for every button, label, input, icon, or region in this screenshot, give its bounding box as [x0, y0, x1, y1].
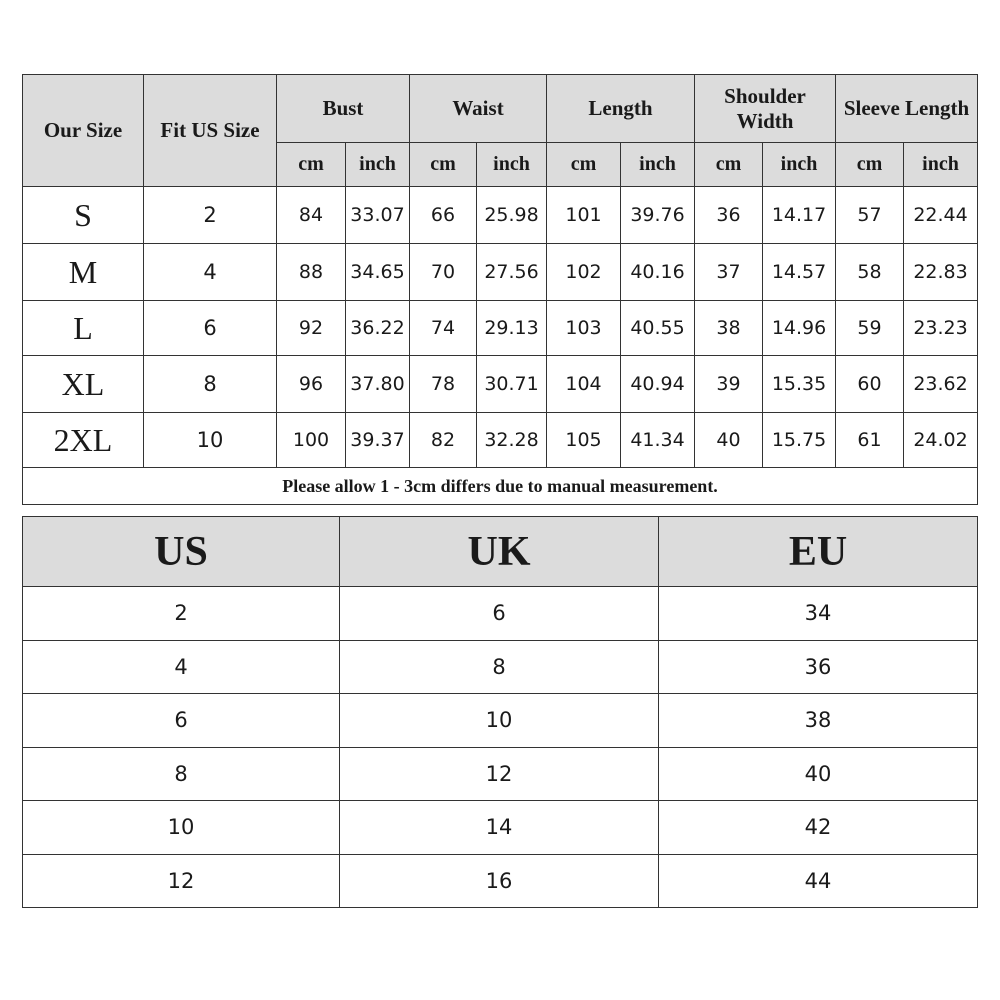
table-row	[23, 187, 978, 244]
measurement-value: 104	[547, 356, 621, 413]
us-size-value: 4	[23, 640, 340, 694]
us-size-value: 10	[144, 413, 277, 468]
size-chart-table	[22, 74, 978, 505]
header-sleeve-length: Sleeve Length	[836, 75, 978, 143]
header-bust: Bust	[277, 75, 410, 143]
measurement-value: 39.76	[621, 187, 695, 244]
measurement-value: 34.65	[346, 244, 410, 301]
measurement-value: 60	[836, 356, 904, 413]
unit-header: cm	[836, 143, 904, 187]
measurement-value: 29.13	[477, 301, 547, 356]
measurement-value: 15.35	[763, 356, 836, 413]
size-label: 2XL	[23, 413, 144, 468]
measurement-value: 14.96	[763, 301, 836, 356]
measurement-value: 88	[277, 244, 346, 301]
us-size-value: 2	[23, 587, 340, 641]
measurement-value: 39	[695, 356, 763, 413]
table-row	[23, 244, 978, 301]
unit-header: cm	[695, 143, 763, 187]
table-row	[23, 747, 978, 801]
measurement-value: 40.16	[621, 244, 695, 301]
measurement-value: 100	[277, 413, 346, 468]
measurement-value: 40.55	[621, 301, 695, 356]
eu-size-value: 44	[659, 854, 978, 908]
header-length: Length	[547, 75, 695, 143]
unit-header: inch	[904, 143, 978, 187]
header-our-size: Our Size	[23, 75, 144, 187]
measurement-value: 103	[547, 301, 621, 356]
measurement-value: 38	[695, 301, 763, 356]
us-size-value: 6	[144, 301, 277, 356]
header-waist: Waist	[410, 75, 547, 143]
measurement-value: 59	[836, 301, 904, 356]
size-label: M	[23, 244, 144, 301]
measurement-value: 27.56	[477, 244, 547, 301]
measurement-value: 57	[836, 187, 904, 244]
size-label: XL	[23, 356, 144, 413]
measurement-value: 66	[410, 187, 477, 244]
measurement-value: 22.83	[904, 244, 978, 301]
header-eu: EU	[659, 517, 978, 587]
measurement-value: 40.94	[621, 356, 695, 413]
measurement-value: 36.22	[346, 301, 410, 356]
size-label: L	[23, 301, 144, 356]
measurement-value: 92	[277, 301, 346, 356]
table-row	[23, 694, 978, 748]
unit-header: inch	[477, 143, 547, 187]
uk-size-value: 16	[340, 854, 659, 908]
header-us: US	[23, 517, 340, 587]
table-row	[23, 854, 978, 908]
measurement-value: 74	[410, 301, 477, 356]
measurement-value: 32.28	[477, 413, 547, 468]
measurement-value: 23.23	[904, 301, 978, 356]
uk-size-value: 10	[340, 694, 659, 748]
header-uk: UK	[340, 517, 659, 587]
measurement-value: 23.62	[904, 356, 978, 413]
size-conversion-table	[22, 516, 978, 908]
eu-size-value: 40	[659, 747, 978, 801]
measurement-value: 37	[695, 244, 763, 301]
unit-header: inch	[763, 143, 836, 187]
uk-size-value: 12	[340, 747, 659, 801]
measurement-value: 61	[836, 413, 904, 468]
measurement-value: 15.75	[763, 413, 836, 468]
unit-header: inch	[346, 143, 410, 187]
size-label: S	[23, 187, 144, 244]
measurement-value: 39.37	[346, 413, 410, 468]
measurement-value: 101	[547, 187, 621, 244]
unit-header: cm	[547, 143, 621, 187]
us-size-value: 4	[144, 244, 277, 301]
us-size-value: 2	[144, 187, 277, 244]
uk-size-value: 14	[340, 801, 659, 855]
measurement-value: 22.44	[904, 187, 978, 244]
measurement-value: 105	[547, 413, 621, 468]
eu-size-value: 34	[659, 587, 978, 641]
measurement-value: 14.57	[763, 244, 836, 301]
unit-header: inch	[621, 143, 695, 187]
measurement-value: 37.80	[346, 356, 410, 413]
eu-size-value: 36	[659, 640, 978, 694]
measurement-value: 96	[277, 356, 346, 413]
measurement-value: 36	[695, 187, 763, 244]
measurement-value: 40	[695, 413, 763, 468]
unit-header: cm	[277, 143, 346, 187]
measurement-value: 33.07	[346, 187, 410, 244]
measurement-value: 58	[836, 244, 904, 301]
measurement-value: 82	[410, 413, 477, 468]
table-row	[23, 640, 978, 694]
measurement-value: 70	[410, 244, 477, 301]
header-fit-us-size: Fit US Size	[144, 75, 277, 187]
unit-header: cm	[410, 143, 477, 187]
table-row	[23, 301, 978, 356]
measurement-value: 24.02	[904, 413, 978, 468]
measurement-value: 102	[547, 244, 621, 301]
eu-size-value: 38	[659, 694, 978, 748]
us-size-value: 8	[144, 356, 277, 413]
measurement-value: 41.34	[621, 413, 695, 468]
table-row	[23, 587, 978, 641]
measurement-value: 78	[410, 356, 477, 413]
us-size-value: 12	[23, 854, 340, 908]
table-row	[23, 413, 978, 468]
measurement-value: 30.71	[477, 356, 547, 413]
measurement-value: 84	[277, 187, 346, 244]
us-size-value: 6	[23, 694, 340, 748]
header-shoulder-width: Shoulder Width	[695, 75, 836, 143]
eu-size-value: 42	[659, 801, 978, 855]
table-row	[23, 356, 978, 413]
table-row	[23, 801, 978, 855]
measurement-value: 25.98	[477, 187, 547, 244]
measurement-note: Please allow 1 - 3cm differs due to manual measurement.	[23, 468, 978, 505]
us-size-value: 8	[23, 747, 340, 801]
uk-size-value: 8	[340, 640, 659, 694]
measurement-value: 14.17	[763, 187, 836, 244]
us-size-value: 10	[23, 801, 340, 855]
uk-size-value: 6	[340, 587, 659, 641]
